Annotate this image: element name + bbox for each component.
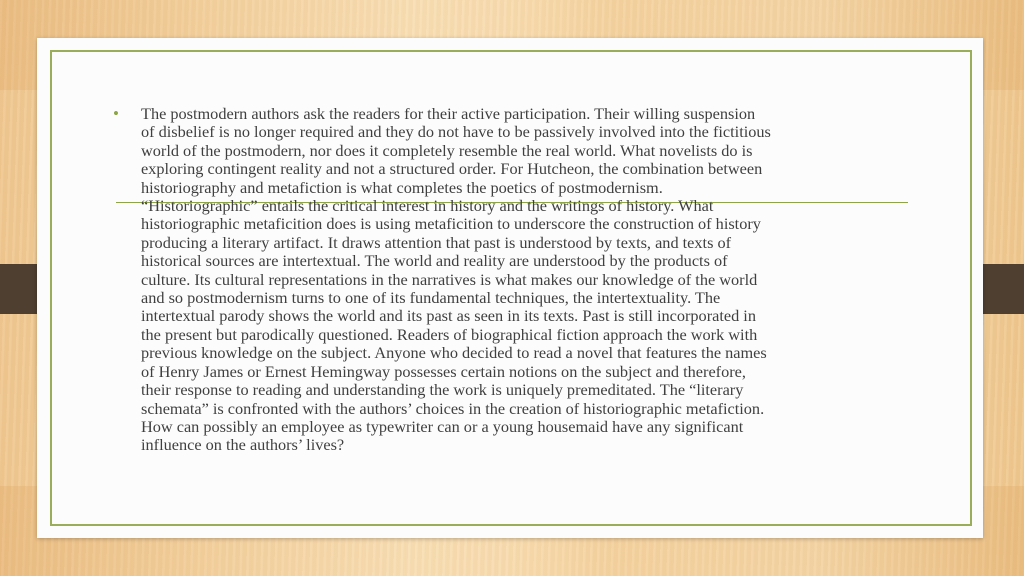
text-line: previous knowledge on the subject. Anyone who decided to read a novel that features the names xyxy=(141,343,767,363)
text-line: historiographic metaficition does is using metaficition to underscore the construction of history xyxy=(141,214,761,234)
text-line: intertextual parody shows the world and its past as seen in its texts. Past is still incorporated in xyxy=(141,306,756,326)
text-line: of disbelief is no longer required and they do not have to be passively involved into the fictitious xyxy=(141,122,771,142)
text-line: the present but parodically questioned. Readers of biographical fiction approach the work with xyxy=(141,324,758,344)
bullet-dot-icon: • xyxy=(113,104,119,123)
text-line: historiography and metafiction is what completes the poetics of postmodernism. xyxy=(141,177,663,197)
slide-body-text xyxy=(141,105,916,455)
text-line: producing a literary artifact. It draws attention that past is understood by texts, and texts of xyxy=(141,232,732,252)
text-line: The postmodern authors ask the readers for their active participation. Their willing suspension xyxy=(141,104,756,123)
text-line: How can possibly an employee as typewriter can or a young housemaid have any significant xyxy=(141,416,744,436)
text-line: “Historiographic” entails the critical interest in history and the writings of history. What xyxy=(141,196,714,216)
text-line: culture. Its cultural representations in the narratives is what makes our knowledge of the world xyxy=(141,269,758,289)
text-line: historical sources are intertextual. The world and reality are understood by the products of xyxy=(141,251,728,271)
text-line: schemata” is confronted with the authors’ choices in the creation of historiographic metafiction. xyxy=(141,398,765,418)
text-line: and so postmodernism turns to one of its fundamental techniques, the intertextuality. The xyxy=(141,288,721,308)
text-line: world of the postmodern, nor does it completely resemble the real world. What novelists do is xyxy=(141,140,753,160)
text-line: of Henry James or Ernest Hemingway possesses certain notions on the subject and therefore, xyxy=(141,361,746,381)
text-line: influence on the authors’ lives? xyxy=(141,435,345,455)
text-line: exploring contingent reality and not a structured order. For Hutcheon, the combination between xyxy=(141,159,763,179)
text-line: their response to reading and understanding the work is uniquely premeditated. The “literary xyxy=(141,380,744,400)
